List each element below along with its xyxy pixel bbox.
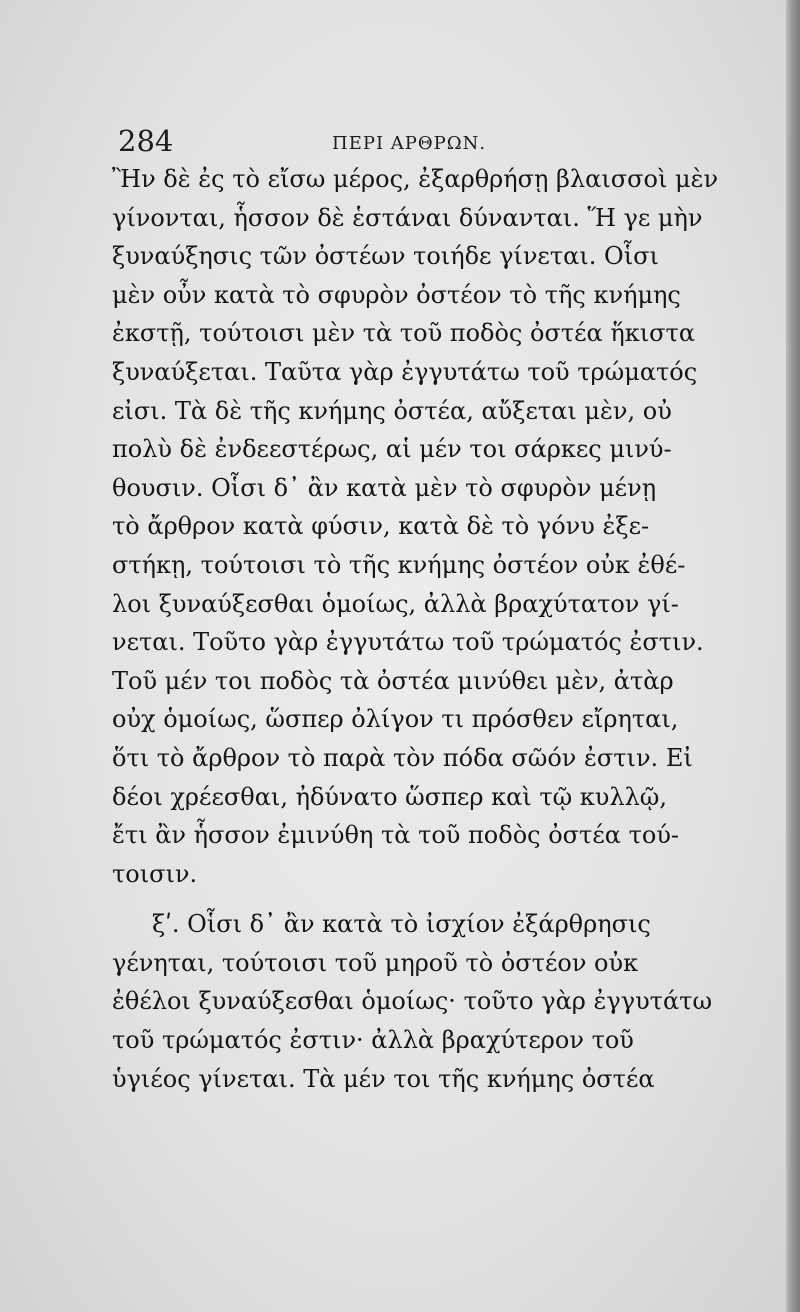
text-line: ξυναύξησις τῶν ὀστέων τοιήδε γίνεται. Οἷσι [112,242,659,271]
text-line: Ἢν δὲ ἐς τὸ εἴσω μέρος, ἐξαρθρήσῃ βλαισσοὶ μὲν [112,165,719,193]
text-line: εἰσι. Τὰ δὲ τῆς κνήμης ὀστέα, αὔξεται μὲν, οὐ [112,396,672,425]
page-number: 284 [118,124,174,158]
text-line: στήκῃ, τούτοισι τὸ τῆς κνήμης ὀστέον οὐκ ἐθέ- [112,550,686,579]
text-line: ἐκστῇ, τούτοισι μὲν τὰ τοῦ ποδὸς ὀστέα ἥκιστα [112,319,696,348]
text-line: οὐχ ὁμοίως, ὥσπερ ὀλίγον τι πρόσθεν εἴρηται, [112,705,679,734]
text-line: Τοῦ μέν τοι ποδὸς τὰ ὀστέα μινύθει μὲν, ἀτὰρ [112,666,674,695]
text-line: λοι ξυναύξεσθαι ὁμοίως, ἀλλὰ βραχύτατον γί- [112,589,679,618]
text-line: μὲν οὖν κατὰ τὸ σφυρὸν ὀστέον τὸ τῆς κνήμης [112,280,681,309]
paragraph-gap [112,893,712,905]
text-line: ξυναύξεται. Ταῦτα γὰρ ἐγγυτάτω τοῦ τρώματός [112,357,698,386]
paragraph-1 [112,160,719,893]
text-line: γένηται, τούτοισι τοῦ μηροῦ τὸ ὀστέον οὐκ [112,948,639,977]
paragraph-2 [112,905,712,1098]
text-line: θουσιν. Οἷσι δ᾿ ἂν κατὰ μὲν τὸ σφυρὸν μένῃ [112,473,657,502]
text-line: ξʹ. Οἷσι δ᾿ ἂν κατὰ τὸ ἰσχίον ἐξάρθρησις [152,910,651,939]
text-line: τοισιν. [112,859,198,888]
text-line: νεται. Τοῦτο γὰρ ἐγγυτάτω τοῦ τρώματός ἐστιν. [112,628,704,657]
text-line: τὸ ἄρθρον κατὰ φύσιν, κατὰ δὲ τὸ γόνυ ἐξε- [112,512,650,541]
text-line: δέοι χρέεσθαι, ἠδύνατο ὥσπερ καὶ τῷ κυλλῷ, [112,782,667,811]
text-line: ὑγιέος γίνεται. Τὰ μέν τοι τῆς κνήμης ὀστέα [112,1064,655,1093]
text-line: πολὺ δὲ ἐνδεεστέρως, αἱ μέν τοι σάρκες μινύ- [112,435,672,464]
running-title: ΠΕΡΙ ΑΡΘΡΩΝ. [332,133,487,154]
text-line: τοῦ τρώματός ἐστιν· ἀλλὰ βραχύτερον τοῦ [112,1026,634,1055]
text-line: ὅτι τὸ ἄρθρον τὸ παρὰ τὸν πόδα σῶόν ἐστιν. Εἰ [112,743,693,772]
text-line: γίνονται, ἧσσον δὲ ἑστάναι δύνανται. Ἥ γε μὴν [112,203,703,232]
text-line: ἔτι ἂν ἧσσον ἐμινύθη τὰ τοῦ ποδὸς ὀστέα τού- [112,821,680,850]
running-head [110,122,706,162]
text-line: ἐθέλοι ξυναύξεσθαι ὁμοίως· τοῦτο γὰρ ἐγγυτάτω [112,987,713,1016]
body-text [112,160,719,1098]
page-edge-shadow [786,0,800,1312]
